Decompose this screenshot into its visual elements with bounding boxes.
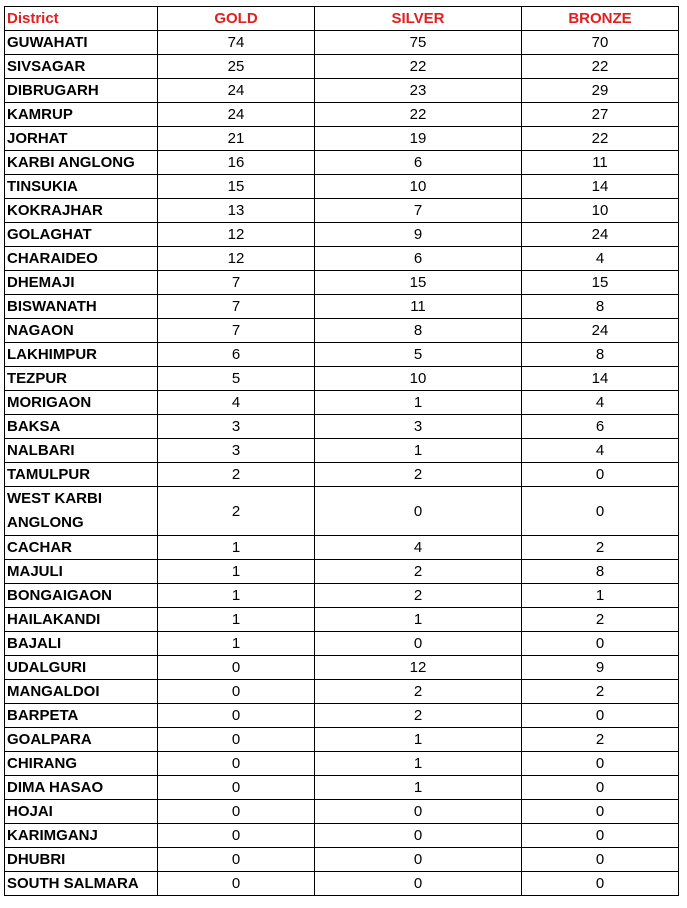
table-row [5,103,679,127]
bronze-column-header: BRONZE [522,7,679,31]
silver-cell: 2 [315,463,522,487]
table-row [5,127,679,151]
table-row [5,848,679,872]
gold-cell: 25 [158,55,315,79]
silver-cell: 10 [315,367,522,391]
district-cell: UDALGURI [5,656,158,680]
gold-cell: 4 [158,391,315,415]
gold-cell: 24 [158,103,315,127]
district-cell: TAMULPUR [5,463,158,487]
gold-cell: 0 [158,728,315,752]
bronze-cell: 0 [522,872,679,896]
gold-cell: 12 [158,247,315,271]
gold-cell: 0 [158,704,315,728]
district-cell: MAJULI [5,560,158,584]
silver-cell: 11 [315,295,522,319]
table-row [5,824,679,848]
district-cell: CHARAIDEO [5,247,158,271]
gold-cell: 7 [158,271,315,295]
gold-cell: 12 [158,223,315,247]
district-cell: DIMA HASAO [5,776,158,800]
gold-cell: 1 [158,536,315,560]
district-cell: DHUBRI [5,848,158,872]
table-row [5,31,679,55]
silver-cell: 1 [315,776,522,800]
gold-cell: 5 [158,367,315,391]
silver-cell: 22 [315,103,522,127]
table-row [5,536,679,560]
gold-cell: 1 [158,632,315,656]
gold-cell: 0 [158,848,315,872]
bronze-cell: 0 [522,776,679,800]
table-row [5,151,679,175]
medal-table-container [4,6,679,896]
silver-cell: 23 [315,79,522,103]
silver-cell: 0 [315,824,522,848]
silver-cell: 7 [315,199,522,223]
district-cell: SIVSAGAR [5,55,158,79]
district-cell: LAKHIMPUR [5,343,158,367]
gold-cell: 7 [158,319,315,343]
bronze-cell: 2 [522,728,679,752]
silver-cell: 2 [315,704,522,728]
bronze-cell: 8 [522,295,679,319]
district-cell: DIBRUGARH [5,79,158,103]
bronze-cell: 0 [522,824,679,848]
bronze-cell: 4 [522,247,679,271]
gold-cell: 0 [158,656,315,680]
bronze-cell: 22 [522,55,679,79]
gold-column-header: GOLD [158,7,315,31]
bronze-cell: 14 [522,175,679,199]
district-cell: BONGAIGAON [5,584,158,608]
district-cell: HAILAKANDI [5,608,158,632]
district-cell: KARBI ANGLONG [5,151,158,175]
silver-cell: 9 [315,223,522,247]
district-cell: KAMRUP [5,103,158,127]
medal-table [4,6,679,896]
bronze-cell: 6 [522,415,679,439]
district-cell: GOALPARA [5,728,158,752]
table-row [5,391,679,415]
silver-cell: 0 [315,487,522,536]
gold-cell: 15 [158,175,315,199]
bronze-cell: 0 [522,704,679,728]
bronze-cell: 2 [522,536,679,560]
silver-cell: 4 [315,536,522,560]
table-row [5,55,679,79]
table-row [5,560,679,584]
district-cell: TEZPUR [5,367,158,391]
bronze-cell: 9 [522,656,679,680]
bronze-cell: 70 [522,31,679,55]
table-row [5,415,679,439]
gold-cell: 0 [158,752,315,776]
district-cell: NALBARI [5,439,158,463]
table-row [5,319,679,343]
district-cell: KOKRAJHAR [5,199,158,223]
district-cell: CHIRANG [5,752,158,776]
district-cell: KARIMGANJ [5,824,158,848]
table-row [5,175,679,199]
silver-cell: 75 [315,31,522,55]
table-header [5,7,679,31]
header-row [5,7,679,31]
bronze-cell: 0 [522,800,679,824]
table-row [5,680,679,704]
silver-column-header: SILVER [315,7,522,31]
gold-cell: 74 [158,31,315,55]
district-cell: DHEMAJI [5,271,158,295]
bronze-cell: 29 [522,79,679,103]
gold-cell: 3 [158,439,315,463]
table-row [5,776,679,800]
gold-cell: 13 [158,199,315,223]
table-row [5,343,679,367]
district-cell: TINSUKIA [5,175,158,199]
gold-cell: 21 [158,127,315,151]
gold-cell: 16 [158,151,315,175]
table-row [5,463,679,487]
gold-cell: 0 [158,824,315,848]
district-cell: BAJALI [5,632,158,656]
silver-cell: 6 [315,151,522,175]
table-row [5,439,679,463]
bronze-cell: 10 [522,199,679,223]
bronze-cell: 4 [522,391,679,415]
table-row [5,656,679,680]
table-row [5,295,679,319]
district-cell: BAKSA [5,415,158,439]
silver-cell: 12 [315,656,522,680]
bronze-cell: 24 [522,319,679,343]
bronze-cell: 0 [522,848,679,872]
table-row [5,752,679,776]
silver-cell: 6 [315,247,522,271]
silver-cell: 0 [315,872,522,896]
gold-cell: 0 [158,680,315,704]
bronze-cell: 2 [522,608,679,632]
bronze-cell: 0 [522,632,679,656]
district-cell: NAGAON [5,319,158,343]
silver-cell: 10 [315,175,522,199]
gold-cell: 24 [158,79,315,103]
bronze-cell: 0 [522,463,679,487]
district-column-header: District [5,7,158,31]
district-cell: GOLAGHAT [5,223,158,247]
gold-cell: 0 [158,776,315,800]
bronze-cell: 27 [522,103,679,127]
gold-cell: 2 [158,487,315,536]
silver-cell: 0 [315,848,522,872]
district-cell: JORHAT [5,127,158,151]
silver-cell: 1 [315,439,522,463]
district-cell: BARPETA [5,704,158,728]
silver-cell: 3 [315,415,522,439]
bronze-cell: 11 [522,151,679,175]
silver-cell: 1 [315,608,522,632]
bronze-cell: 0 [522,487,679,536]
table-row [5,247,679,271]
silver-cell: 1 [315,752,522,776]
table-row [5,632,679,656]
table-row [5,872,679,896]
silver-cell: 2 [315,584,522,608]
gold-cell: 1 [158,560,315,584]
silver-cell: 0 [315,632,522,656]
district-cell: HOJAI [5,800,158,824]
bronze-cell: 24 [522,223,679,247]
table-row [5,367,679,391]
district-cell: GUWAHATI [5,31,158,55]
bronze-cell: 2 [522,680,679,704]
silver-cell: 15 [315,271,522,295]
table-row [5,704,679,728]
silver-cell: 5 [315,343,522,367]
district-cell: SOUTH SALMARA [5,872,158,896]
district-cell: BISWANATH [5,295,158,319]
table-row [5,271,679,295]
gold-cell: 3 [158,415,315,439]
bronze-cell: 14 [522,367,679,391]
gold-cell: 1 [158,584,315,608]
gold-cell: 6 [158,343,315,367]
gold-cell: 1 [158,608,315,632]
table-row [5,728,679,752]
gold-cell: 0 [158,872,315,896]
silver-cell: 2 [315,680,522,704]
bronze-cell: 15 [522,271,679,295]
district-cell: WEST KARBI ANGLONG [5,487,158,536]
silver-cell: 0 [315,800,522,824]
district-cell: CACHAR [5,536,158,560]
gold-cell: 2 [158,463,315,487]
district-cell: MANGALDOI [5,680,158,704]
silver-cell: 19 [315,127,522,151]
table-body [5,31,679,896]
table-row [5,800,679,824]
silver-cell: 2 [315,560,522,584]
silver-cell: 22 [315,55,522,79]
table-row [5,79,679,103]
table-row [5,608,679,632]
silver-cell: 1 [315,391,522,415]
silver-cell: 1 [315,728,522,752]
gold-cell: 0 [158,800,315,824]
table-row [5,199,679,223]
bronze-cell: 4 [522,439,679,463]
table-row [5,584,679,608]
gold-cell: 7 [158,295,315,319]
bronze-cell: 0 [522,752,679,776]
bronze-cell: 8 [522,343,679,367]
bronze-cell: 1 [522,584,679,608]
table-row [5,223,679,247]
silver-cell: 8 [315,319,522,343]
bronze-cell: 8 [522,560,679,584]
bronze-cell: 22 [522,127,679,151]
district-cell: MORIGAON [5,391,158,415]
table-row [5,487,679,536]
